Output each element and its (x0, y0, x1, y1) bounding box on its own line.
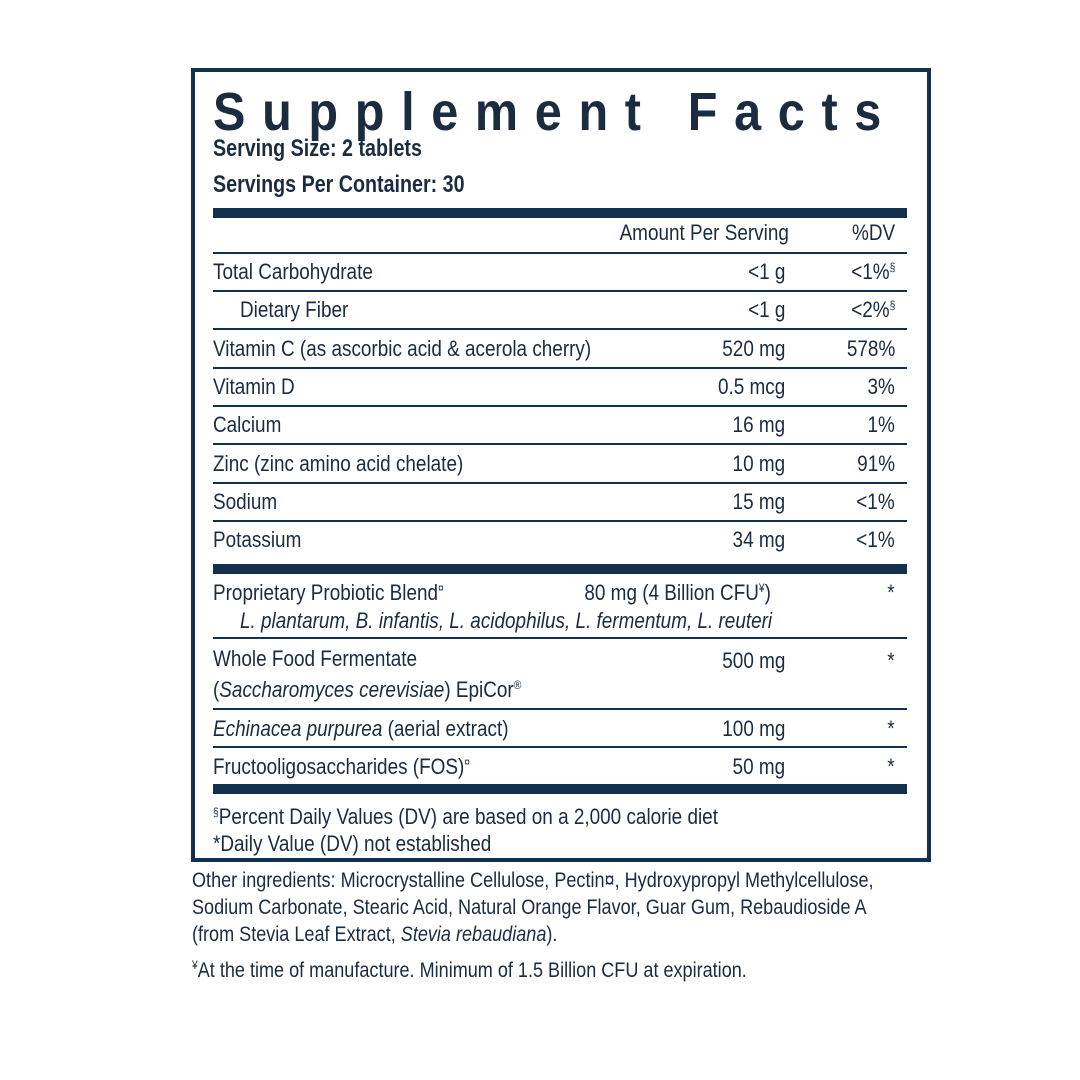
nutrient-dv: <1%§ (850, 259, 895, 284)
divider (213, 290, 907, 292)
nutrient-amount: 15 mg (732, 489, 785, 514)
other-ingredients-line: Other ingredients: Microcrystalline Cellulose, Pectin¤, Hydroxypropyl Methylcellulose, (192, 869, 874, 892)
nutrient-amount: <1 g (747, 297, 785, 322)
blend-dv: * (887, 648, 895, 673)
blend-dv: * (887, 716, 895, 741)
other-ingredients-line: (from Stevia Leaf Extract, Stevia rebaudiana). (192, 923, 558, 946)
nutrient-dv: 1% (867, 412, 895, 437)
blend-amount: 100 mg (721, 716, 785, 741)
nutrient-dv: 3% (867, 374, 895, 399)
nutrient-amount: <1 g (747, 259, 785, 284)
nutrient-name: Calcium (213, 412, 282, 437)
divider (213, 367, 907, 369)
divider (213, 405, 907, 407)
nutrient-name: Potassium (213, 527, 302, 552)
nutrient-dv: <1% (856, 489, 895, 514)
nutrient-dv: 91% (857, 451, 895, 476)
divider (213, 252, 907, 254)
cfu-note: ¥At the time of manufacture. Minimum of 1.5 Billion CFU at expiration. (192, 958, 747, 982)
blend-amount: 500 mg (721, 648, 785, 673)
blend-amount: 50 mg (732, 754, 785, 779)
nutrient-amount: 0.5 mcg (717, 374, 785, 399)
nutrient-amount: 10 mg (732, 451, 785, 476)
nutrient-name: Dietary Fiber (240, 297, 349, 322)
nutrient-name: Zinc (zinc amino acid chelate) (213, 451, 464, 476)
blend-dv: * (887, 580, 895, 605)
blend-name: Echinacea purpurea (aerial extract) (213, 716, 509, 741)
divider (213, 328, 907, 330)
nutrient-name: Vitamin D (213, 374, 295, 399)
blend-name: Fructooligosaccharides (FOS)¤ (213, 754, 471, 779)
nutrient-dv: <2%§ (850, 297, 895, 322)
divider (213, 746, 907, 748)
supplement-facts-panel (191, 68, 931, 862)
divider (213, 637, 907, 639)
probiotic-strains: L. plantarum, B. infantis, L. acidophilus, L. fermentum, L. reuteri (240, 608, 773, 633)
panel-title: Supplement Facts (213, 82, 898, 142)
divider-thick (213, 564, 907, 574)
divider (213, 708, 907, 710)
nutrient-name: Vitamin C (as ascorbic acid & acerola cherry) (213, 336, 592, 361)
divider (213, 482, 907, 484)
blend-amount: 80 mg (4 Billion CFU¥) (584, 580, 771, 605)
divider-thick (213, 784, 907, 794)
nutrient-amount: 520 mg (721, 336, 785, 361)
nutrient-amount: 34 mg (732, 527, 785, 552)
blend-dv: * (887, 754, 895, 779)
divider (213, 443, 907, 445)
serving-size: Serving Size: 2 tablets (213, 135, 422, 162)
nutrient-name: Sodium (213, 489, 278, 514)
header-dv: %DV (851, 220, 895, 245)
nutrient-name: Total Carbohydrate (213, 259, 373, 284)
nutrient-dv: <1% (856, 527, 895, 552)
nutrient-dv: 578% (846, 336, 895, 361)
divider (213, 520, 907, 522)
divider-thick (213, 208, 907, 218)
footnote-percent-dv: §Percent Daily Values (DV) are based on a 2,000 calorie diet (213, 804, 718, 829)
blend-name: Whole Food Fermentate (213, 646, 418, 671)
blend-subtitle: (Saccharomyces cerevisiae) EpiCor® (213, 677, 522, 702)
blend-name: Proprietary Probiotic Blend¤ (213, 580, 444, 605)
header-amount: Amount Per Serving (619, 220, 789, 245)
servings-per-container: Servings Per Container: 30 (213, 171, 465, 198)
footnote-not-established: *Daily Value (DV) not established (213, 831, 492, 856)
nutrient-amount: 16 mg (732, 412, 785, 437)
other-ingredients-line: Sodium Carbonate, Stearic Acid, Natural Orange Flavor, Guar Gum, Rebaudioside A (192, 896, 867, 919)
